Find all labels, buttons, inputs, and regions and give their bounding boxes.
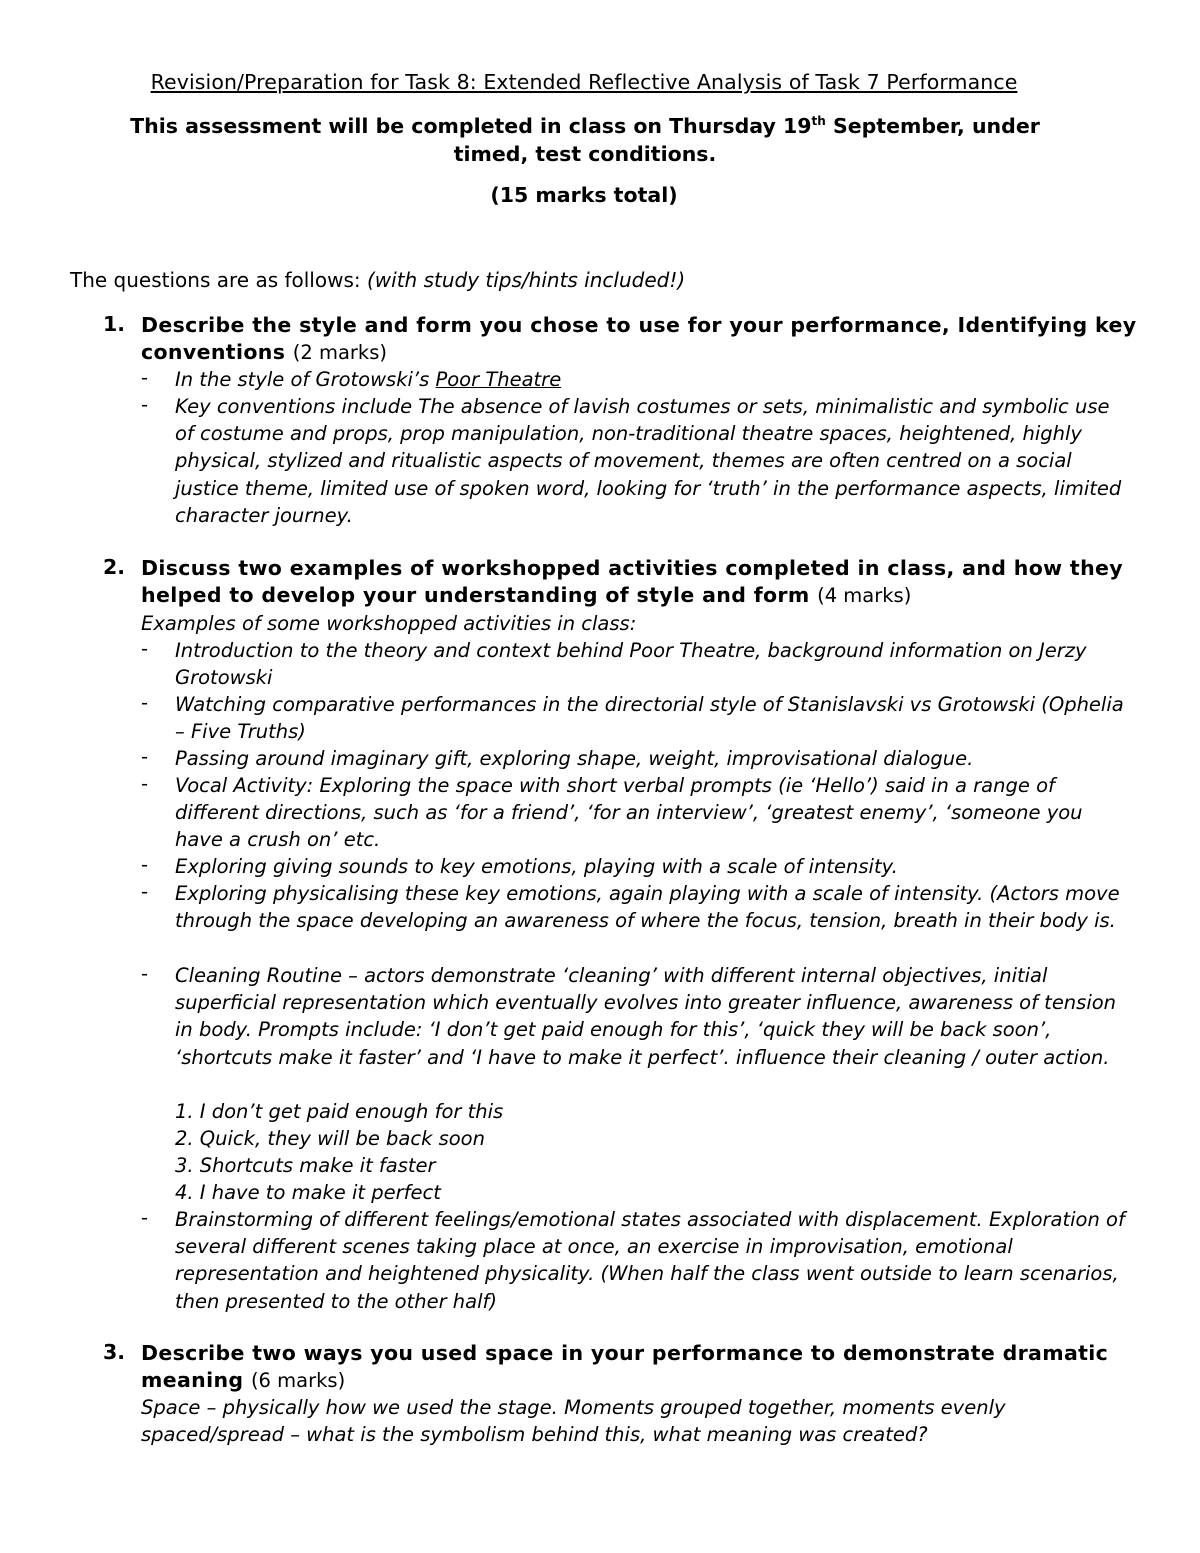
bullet-dash: - [141, 1206, 149, 1229]
bullet-text-main: In the style of Grotowski’s [175, 368, 436, 391]
poor-theatre-underline: Poor Theatre [435, 368, 562, 391]
question-number: 1. [103, 312, 126, 336]
bullet-text: Exploring physicalising these key emotions, again playing with a scale of intensity. (Actors move through the space developing an awareness of where the focus, tension, breath in their body is. [175, 882, 1120, 933]
sublist-item: 2. Quick, they will be back soon [175, 1127, 485, 1150]
question-heading [141, 1340, 1141, 1394]
assessment-notice [100, 112, 1070, 168]
bullet-text: Vocal Activity: Exploring the space with short verbal prompts (ie ‘Hello’) said in a range of different directions, such as ‘for a friend’, ‘for an interview’, ‘greatest enemy’, ‘someone you have a crush on’ etc. [175, 774, 1083, 852]
question-heading-text: Discuss two examples of workshopped activities completed in class, and how they helped to develop your understanding of style and form [141, 556, 1123, 607]
bullet-dash: - [141, 880, 149, 903]
bullet-text: Introduction to the theory and context behind Poor Theatre, background information on Jerzy Grotowski [175, 639, 1087, 690]
intro-hint: (with study tips/hints included!) [366, 268, 686, 292]
total-marks: (15 marks total) [490, 183, 678, 207]
question-number: 2. [103, 555, 126, 579]
bullet-text: Brainstorming of different feelings/emotional states associated with displacement. Exploration of several different scenes taking place at once, an exercise in improvisation, emotional representation and heightened physicality. (When half the class went outside to learn scenarios, then presented to the other half) [175, 1208, 1125, 1313]
document-title: Revision/Preparation for Task 8: Extended Reflective Analysis of Task 7 Performance [150, 70, 1018, 94]
bullet-dash: - [141, 853, 149, 876]
examples-lead: Examples of some workshopped activities in class: [141, 612, 637, 635]
question-number: 3. [103, 1340, 126, 1364]
bullet-text: Exploring giving sounds to key emotions, playing with a scale of intensity. [175, 855, 898, 878]
question-heading [141, 312, 1141, 366]
bullet-dash: - [141, 745, 149, 768]
bullet-text: Key conventions include The absence of lavish costumes or sets, minimalistic and symbolic use of costume and props, prop manipulation, non-traditional theatre spaces, heightened, highly physical, stylized and ritualistic aspects of movement, themes are often centred on a social justice theme, limited use of spoken word, looking for ‘truth’ in the performance aspects, limited character journey. [175, 395, 1122, 527]
bullet-dash: - [141, 772, 149, 795]
bullet-text: Cleaning Routine – actors demonstrate ‘cleaning’ with different internal objectives, initial superficial representation which eventually evolves into greater influence, awareness of tension in body. Prompts include: ‘I don’t get paid enough for this’, ‘quick they will be back soon’, ‘shortcuts make it faster’ and ‘I have to make it perfect’. influence their cleaning / outer action. [175, 964, 1117, 1069]
bullet-dash: - [141, 637, 149, 660]
question-heading-text: Describe two ways you used space in your performance to demonstrate dramatic meaning [141, 1341, 1109, 1392]
sublist-item: 4. I have to make it perfect [175, 1181, 441, 1204]
intro-line [70, 268, 685, 292]
bullet-text: Watching comparative performances in the directorial style of Stanislavski vs Grotowski (Ophelia – Five Truths) [175, 693, 1124, 744]
bullet-dash: - [141, 366, 149, 389]
question-marks: (2 marks) [292, 341, 387, 364]
bullet-dash: - [141, 962, 149, 985]
notice-text-after: September, under timed, test conditions. [453, 114, 1040, 166]
sublist-item: 3. Shortcuts make it faster [175, 1154, 436, 1177]
sublist-item: 1. I don’t get paid enough for this [175, 1100, 504, 1123]
notice-text-before: This assessment will be completed in class on Thursday 19 [130, 114, 812, 138]
question-marks: (6 marks) [250, 1369, 346, 1392]
question-marks: (4 marks) [817, 584, 912, 607]
bullet-dash: - [141, 393, 149, 416]
question-heading-text: Describe the style and form you chose to use for your performance, Identifying key conventions [141, 313, 1137, 364]
space-guidance: Space – physically how we used the stage. Moments grouped together, moments evenly spaced/spread – what is the symbolism behind this, what meaning was created? [141, 1396, 1006, 1447]
bullet-dash: - [141, 691, 149, 714]
notice-superscript: th [811, 114, 826, 129]
bullet-text: Passing around imaginary gift, exploring shape, weight, improvisational dialogue. [175, 747, 974, 770]
bullet-text [175, 366, 1130, 393]
question-heading [141, 555, 1141, 609]
intro-text: The questions are as follows: [70, 268, 367, 292]
